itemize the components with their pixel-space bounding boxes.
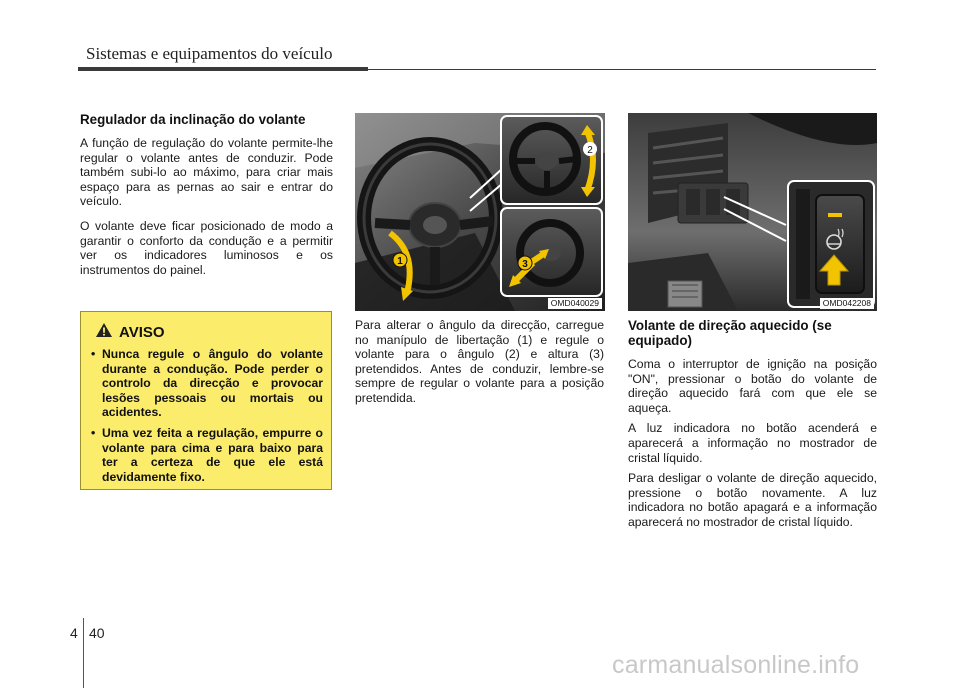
callout-2: 2 xyxy=(587,145,593,156)
figure-code: OMD042208 xyxy=(820,298,874,309)
page-header-title: Sistemas e equipamentos do veículo xyxy=(86,44,333,63)
warning-list xyxy=(89,347,323,484)
paragraph: O volante deve ficar posicionado de modo a garantir o conforto da condução e a permitir ver os indicadores luminosos e os instrumentos do painel. xyxy=(80,218,333,277)
warning-triangle-icon xyxy=(95,322,113,343)
section-heading-heated: Volante de direção aquecido (se equipado) xyxy=(628,318,832,348)
paragraph: Para desligar o volante de direção aquecido, pressione o botão novamente. A luz indicadora no botão apagará e a informação aparecerá no mostrador de cristal líquido. xyxy=(628,471,877,529)
callout-3: 3 xyxy=(522,259,528,270)
warning-box xyxy=(80,311,332,490)
section-heading-tilt: Regulador da inclinação do volante xyxy=(80,112,306,127)
warning-title-text: AVISO xyxy=(119,324,165,341)
footer-rule xyxy=(83,618,84,688)
paragraph: Coma o interruptor de ignição na posição "ON", pressionar o botão do volante de direção aquecido fará com que ele se aqueça. xyxy=(628,357,877,415)
page-number: 40 xyxy=(89,625,105,641)
section-steering-tilt xyxy=(80,112,333,287)
figure-code: OMD040029 xyxy=(548,298,602,309)
paragraph: Para alterar o ângulo da direcção, carregue no manípulo de libertação (1) e regule o volante para o ângulo (2) e altura (3) pretendidos. Antes de conduzir, lembre-se sempre de regular o volante para a posição pretendida. xyxy=(355,318,604,405)
header-rule-thin xyxy=(368,69,876,70)
warning-title xyxy=(95,322,323,343)
warning-item: • Uma vez feita a regulação, empurre o volante para cima e para baixo para ter a certeza de que ele está devidamente fixo. xyxy=(89,426,323,484)
paragraph: A luz indicadora no botão acenderá e aparecerá a informação no mostrador de cristal líquido. xyxy=(628,421,877,465)
header-rule-thick xyxy=(78,67,368,71)
watermark: carmanualsonline.info xyxy=(612,651,860,679)
paragraph: A função de regulação do volante permite-lhe regular o volante antes de conduzir. Pode também subi-lo ao máximo, para criar mais espaço para as pernas ao sair e entrar do veículo. xyxy=(80,136,333,209)
callout-1: 1 xyxy=(397,256,403,267)
figure-heated-steering-button xyxy=(628,113,877,311)
figure-steering-adjustment xyxy=(355,113,605,311)
section-adjust-instructions xyxy=(355,318,604,416)
warning-item: • Nunca regule o ângulo do volante durante a condução. Pode perder o controlo da direcção e provocar lesões pessoais ou mortais ou acidentes. xyxy=(89,347,323,420)
section-heated-steering xyxy=(628,318,877,536)
chapter-number: 4 xyxy=(70,625,78,641)
